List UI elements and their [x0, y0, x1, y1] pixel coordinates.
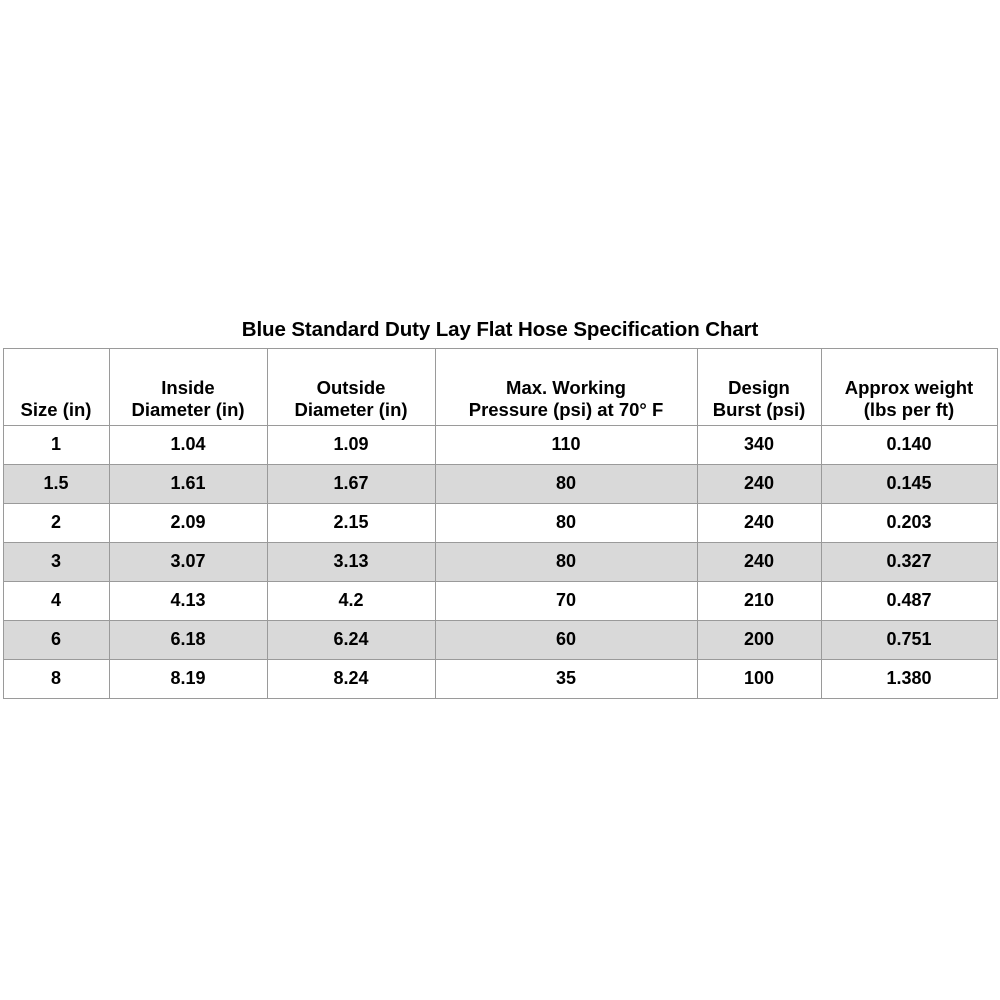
cell-max-working-pressure: 80 — [435, 465, 697, 504]
spec-chart-block — [0, 318, 1000, 699]
cell-outside-diameter: 1.67 — [267, 465, 435, 504]
column-header-inside-diameter-line2: Diameter (in) — [131, 399, 245, 421]
cell-approx-weight: 0.751 — [821, 621, 997, 660]
cell-approx-weight: 1.380 — [821, 660, 997, 699]
cell-approx-weight: 0.203 — [821, 504, 997, 543]
cell-design-burst: 340 — [697, 426, 821, 465]
column-header-design-burst — [697, 349, 821, 426]
cell-outside-diameter: 4.2 — [267, 582, 435, 621]
cell-outside-diameter: 6.24 — [267, 621, 435, 660]
table-row — [3, 465, 997, 504]
cell-max-working-pressure: 80 — [435, 504, 697, 543]
cell-outside-diameter: 1.09 — [267, 426, 435, 465]
cell-design-burst: 100 — [697, 660, 821, 699]
cell-outside-diameter: 8.24 — [267, 660, 435, 699]
chart-title: Blue Standard Duty Lay Flat Hose Specification Chart — [241, 318, 759, 341]
cell-inside-diameter: 6.18 — [109, 621, 267, 660]
cell-approx-weight: 0.487 — [821, 582, 997, 621]
cell-inside-diameter: 4.13 — [109, 582, 267, 621]
header-row — [3, 349, 997, 426]
cell-inside-diameter: 2.09 — [109, 504, 267, 543]
table-row — [3, 504, 997, 543]
cell-outside-diameter: 2.15 — [267, 504, 435, 543]
cell-design-burst: 240 — [697, 504, 821, 543]
cell-outside-diameter: 3.13 — [267, 543, 435, 582]
table-row — [3, 582, 997, 621]
table-header — [3, 349, 997, 426]
cell-design-burst: 240 — [697, 465, 821, 504]
table-row — [3, 660, 997, 699]
column-header-outside-diameter-line1: Outside — [316, 376, 386, 398]
cell-approx-weight: 0.327 — [821, 543, 997, 582]
cell-max-working-pressure: 35 — [435, 660, 697, 699]
column-header-approx-weight-line2: (lbs per ft) — [863, 399, 955, 421]
column-header-outside-diameter-line2: Diameter (in) — [294, 399, 408, 421]
cell-inside-diameter: 3.07 — [109, 543, 267, 582]
cell-max-working-pressure: 80 — [435, 543, 697, 582]
column-header-max-working-pressure-line1: Max. Working — [506, 376, 626, 398]
column-header-inside-diameter — [109, 349, 267, 426]
cell-design-burst: 240 — [697, 543, 821, 582]
cell-size: 3 — [3, 543, 109, 582]
column-header-approx-weight-line1: Approx weight — [844, 376, 974, 398]
cell-max-working-pressure: 70 — [435, 582, 697, 621]
column-header-design-burst-line2: Burst (psi) — [712, 399, 806, 421]
column-header-max-working-pressure — [435, 349, 697, 426]
cell-max-working-pressure: 60 — [435, 621, 697, 660]
cell-inside-diameter: 1.04 — [109, 426, 267, 465]
cell-design-burst: 200 — [697, 621, 821, 660]
table-row — [3, 543, 997, 582]
cell-design-burst: 210 — [697, 582, 821, 621]
cell-size: 2 — [3, 504, 109, 543]
cell-size: 6 — [3, 621, 109, 660]
column-header-size-line2: Size (in) — [20, 399, 92, 421]
cell-inside-diameter: 1.61 — [109, 465, 267, 504]
table-body — [3, 426, 997, 699]
cell-size: 1 — [3, 426, 109, 465]
table-row — [3, 426, 997, 465]
cell-size: 4 — [3, 582, 109, 621]
table-row — [3, 621, 997, 660]
spec-table — [3, 348, 998, 699]
cell-approx-weight: 0.145 — [821, 465, 997, 504]
column-header-design-burst-line1: Design — [728, 376, 790, 398]
column-header-max-working-pressure-line2: Pressure (psi) at 70° F — [468, 399, 664, 421]
cell-size: 8 — [3, 660, 109, 699]
column-header-outside-diameter — [267, 349, 435, 426]
column-header-inside-diameter-line1: Inside — [161, 376, 215, 398]
cell-approx-weight: 0.140 — [821, 426, 997, 465]
column-header-size — [3, 349, 109, 426]
cell-size: 1.5 — [3, 465, 109, 504]
cell-inside-diameter: 8.19 — [109, 660, 267, 699]
column-header-approx-weight — [821, 349, 997, 426]
cell-max-working-pressure: 110 — [435, 426, 697, 465]
